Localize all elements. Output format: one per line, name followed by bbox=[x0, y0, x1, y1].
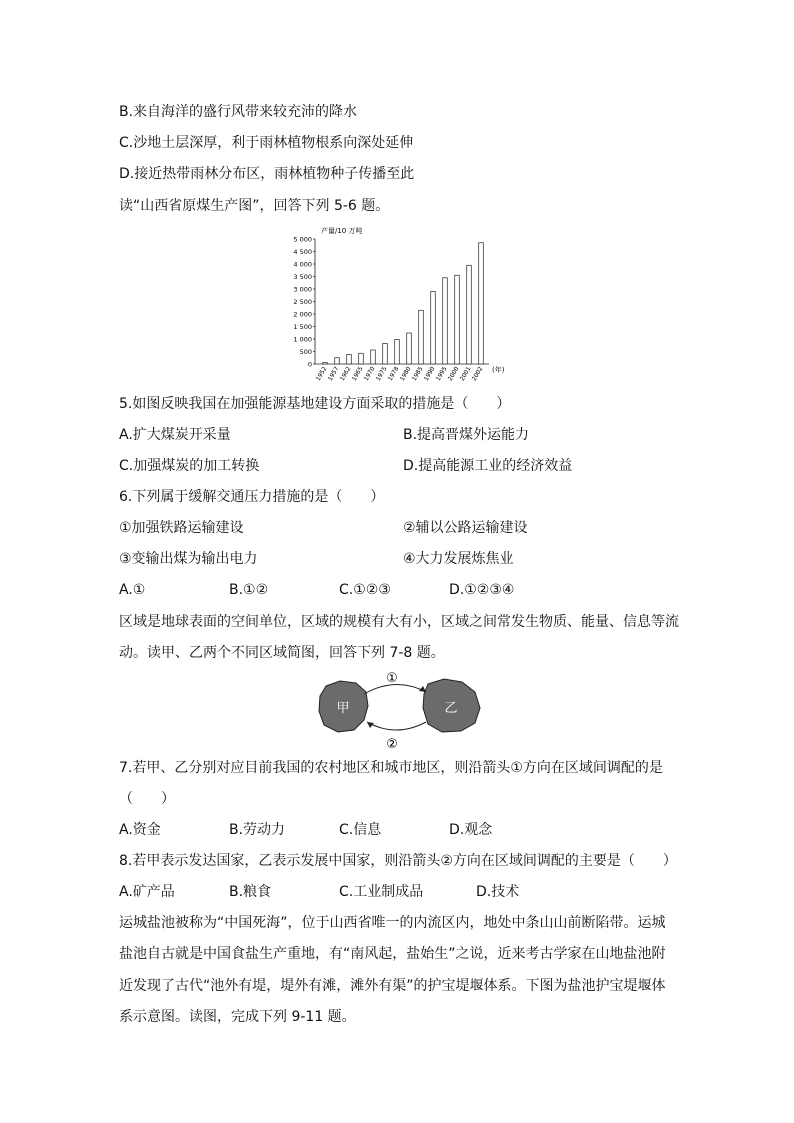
passage-line-4: 系示意图。读图，完成下列 9-11 题。 bbox=[119, 1009, 356, 1025]
bar-1990 bbox=[431, 292, 436, 365]
q5-option-d: D.提高能源工业的经济效益 bbox=[403, 458, 573, 474]
arrow-1-label: ① bbox=[386, 671, 398, 686]
bar-2002 bbox=[479, 243, 484, 364]
bar-1952 bbox=[323, 363, 328, 365]
bar-1962 bbox=[347, 355, 352, 365]
chart-ylabel: 产量/10 万吨 bbox=[321, 227, 363, 235]
q6-item-2: ②辅以公路运输建设 bbox=[403, 520, 528, 536]
y-tick-label: 1 500 bbox=[293, 323, 312, 331]
bar-1978 bbox=[395, 340, 400, 365]
region-jia-label: 甲 bbox=[336, 701, 350, 716]
bar-1970 bbox=[371, 350, 376, 364]
q7-option-b: B.劳动力 bbox=[229, 822, 286, 838]
x-tick-label: 2002 bbox=[470, 365, 485, 383]
question-5: 5.如图反映我国在加强能源基地建设方面采取的措施是（ ） bbox=[119, 396, 511, 412]
x-tick-label: 1985 bbox=[410, 365, 425, 383]
q6-item-4: ④大力发展炼焦业 bbox=[403, 551, 514, 567]
y-tick-label: 5 000 bbox=[293, 235, 312, 244]
chart-xlabel: (年) bbox=[492, 366, 505, 374]
x-tick-label: 1957 bbox=[326, 365, 341, 383]
q8-option-b: B.粮食 bbox=[229, 884, 272, 900]
x-tick-label: 1975 bbox=[374, 365, 389, 383]
q5-option-b: B.提高晋煤外运能力 bbox=[403, 427, 530, 443]
x-tick-label: 1962 bbox=[338, 365, 353, 383]
passage-line-3: 近发现了古代“池外有堤，堤外有滩，滩外有渠”的护宝堤堰体系。下图为盐池护宝堤堰体 bbox=[119, 978, 666, 994]
y-tick-label: 3 000 bbox=[293, 285, 312, 294]
x-tick-label: 1980 bbox=[398, 365, 413, 383]
x-tick-label: 1952 bbox=[314, 365, 329, 383]
q6-option-d: D.①②③④ bbox=[449, 582, 515, 598]
y-tick-label: 4 500 bbox=[293, 248, 312, 256]
question-6: 6.下列属于缓解交通压力措施的是（ ） bbox=[119, 489, 385, 505]
q7-option-d: D.观念 bbox=[449, 822, 493, 838]
x-tick-label: 1978 bbox=[386, 365, 401, 383]
q6-option-c: C.①②③ bbox=[339, 582, 391, 598]
coal-production-chart bbox=[283, 222, 513, 387]
question-7-line-2: （ ） bbox=[119, 791, 175, 807]
y-tick-label: 1 000 bbox=[293, 335, 312, 344]
q8-option-d: D.技术 bbox=[476, 884, 520, 900]
q6-option-b: B.①② bbox=[229, 582, 269, 598]
arrow-2 bbox=[367, 722, 426, 730]
x-tick-label: 1990 bbox=[422, 365, 437, 383]
arrow-2-label: ② bbox=[386, 737, 398, 752]
q7-option-c: C.信息 bbox=[339, 822, 382, 838]
x-tick-label: 1965 bbox=[350, 365, 365, 383]
region-yi-label: 乙 bbox=[444, 701, 458, 716]
y-tick-label: 2 000 bbox=[293, 310, 312, 319]
x-tick-label: 1970 bbox=[362, 365, 377, 383]
chart-axes bbox=[315, 239, 489, 364]
bar-1985 bbox=[419, 310, 424, 364]
x-tick-label: 2000 bbox=[446, 365, 461, 383]
intro-7-8-line-1: 区域是地球表面的空间单位，区域的规模有大有小，区域之间常发生物质、能量、信息等流 bbox=[119, 614, 679, 630]
bar-1965 bbox=[359, 353, 364, 364]
bar-1980 bbox=[407, 333, 412, 364]
intro-5-6: 读“山西省原煤生产图”，回答下列 5-6 题。 bbox=[119, 198, 390, 214]
x-tick-label: 2001 bbox=[458, 365, 473, 383]
x-tick-label: 1995 bbox=[434, 365, 449, 383]
q5-option-c: C.加强煤炭的加工转换 bbox=[119, 458, 260, 474]
y-tick-label: 500 bbox=[299, 348, 312, 356]
q8-option-c: C.工业制成品 bbox=[339, 884, 424, 900]
q6-option-a: A.① bbox=[119, 582, 146, 598]
bar-2000 bbox=[455, 275, 460, 364]
y-tick-label: 2 500 bbox=[293, 298, 312, 306]
q7-option-a: A.资金 bbox=[119, 822, 161, 838]
q8-option-a: A.矿产品 bbox=[119, 884, 175, 900]
question-8: 8.若甲表示发达国家，乙表示发展中国家，则沿箭头②方向在区域间调配的主要是（ ） bbox=[119, 853, 677, 869]
bar-2001 bbox=[467, 265, 472, 364]
option-d: D.接近热带雨林分布区，雨林植物种子传播至此 bbox=[119, 166, 415, 182]
question-7-line-1: 7.若甲、乙分别对应目前我国的农村地区和城市地区，则沿箭头①方向在区域间调配的是 bbox=[119, 760, 663, 776]
y-tick-label: 4 000 bbox=[293, 260, 312, 269]
bar-1995 bbox=[443, 278, 448, 364]
q6-item-1: ①加强铁路运输建设 bbox=[119, 520, 244, 536]
bar-1957 bbox=[335, 358, 340, 364]
q6-item-3: ③变输出煤为输出电力 bbox=[119, 551, 258, 567]
passage-line-1: 运城盐池被称为“中国死海”，位于山西省唯一的内流区内，地处中条山山前断陷带。运城 bbox=[119, 915, 666, 931]
y-tick-label: 3 500 bbox=[293, 273, 312, 281]
intro-7-8-line-2: 动。读甲、乙两个不同区域简图，回答下列 7-8 题。 bbox=[119, 645, 445, 661]
region-flow-diagram bbox=[312, 668, 492, 752]
option-c: C.沙地土层深厚，利于雨林植物根系向深处延伸 bbox=[119, 135, 414, 151]
option-b: B.来自海洋的盛行风带来较充沛的降水 bbox=[119, 104, 358, 120]
bar-1975 bbox=[383, 344, 388, 365]
q5-option-a: A.扩大煤炭开采量 bbox=[119, 427, 231, 443]
passage-line-2: 盐池自古就是中国食盐生产重地，有“南风起，盐始生”之说，近来考古学家在山地盐池附 bbox=[119, 946, 666, 962]
y-tick-label: 0 bbox=[307, 360, 312, 369]
